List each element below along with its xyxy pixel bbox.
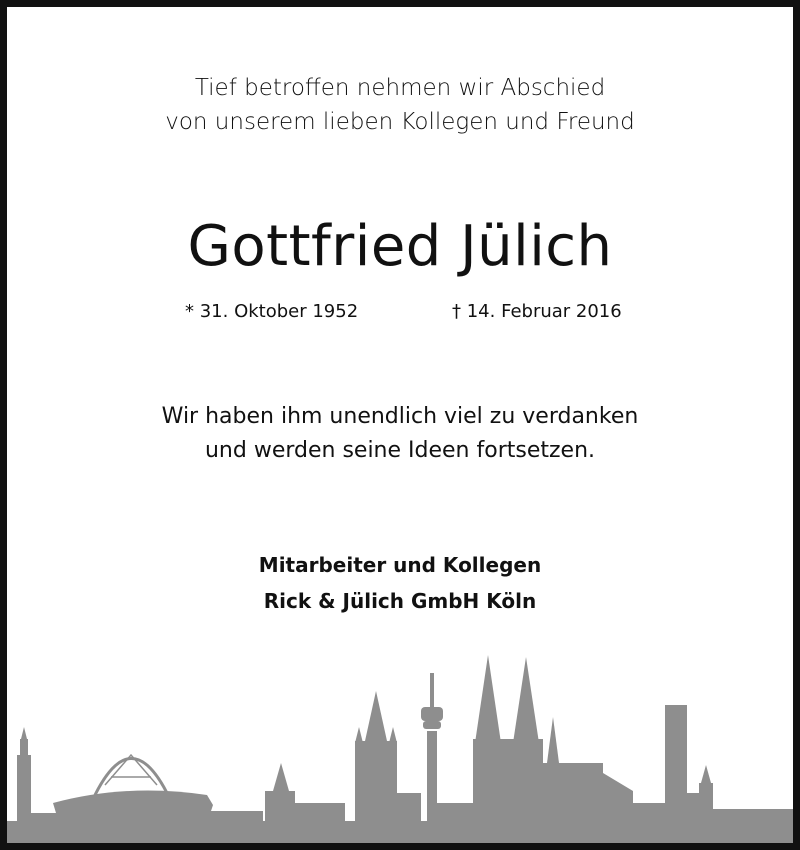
arena-arch — [95, 755, 167, 795]
thanks-line-1: Wir haben ihm unendlich viel zu verdanken — [161, 404, 639, 429]
thanks-text — [7, 400, 793, 468]
signature — [7, 547, 793, 619]
cologne-skyline-silhouette — [7, 643, 793, 843]
thanks-line-2: und werden seine Ideen fortsetzen. — [204, 438, 596, 463]
church-st-martin — [355, 741, 397, 825]
intro-line-2: von unserem lieben Kollegen und Freund — [165, 109, 635, 135]
high-rise — [665, 705, 687, 825]
left-tower — [17, 755, 31, 825]
arena-base — [53, 791, 213, 824]
signature-line-1: Mitarbeiter und Kollegen — [258, 553, 542, 577]
birth-date: * 31. Oktober 1952 — [185, 301, 359, 322]
skyline-shapes — [7, 655, 793, 843]
intro-text — [7, 71, 793, 139]
tv-tower — [427, 731, 437, 825]
cologne-cathedral — [473, 739, 543, 825]
signature-line-2: Rick & Jülich GmbH Köln — [263, 589, 537, 613]
intro-line-1: Tief betroffen nehmen wir Abschied — [194, 75, 606, 101]
deceased-name: Gottfried Jülich — [187, 214, 613, 279]
death-date: † 14. Februar 2016 — [452, 301, 622, 322]
